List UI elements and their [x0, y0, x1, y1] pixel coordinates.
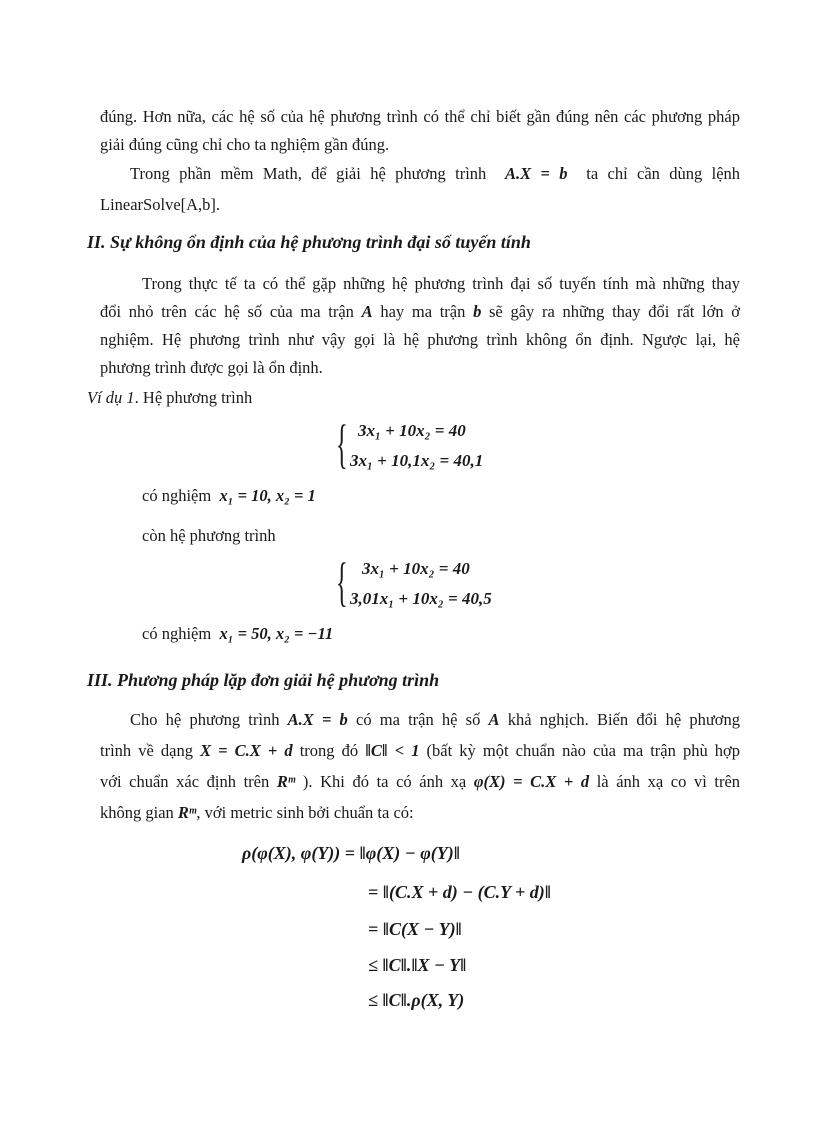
solution-2-value: x₁ = 50, x₂ = −11: [219, 624, 334, 643]
paragraph-intro: [100, 103, 740, 159]
section-heading-3: III. Phương pháp lặp đơn giải hệ phương trình: [87, 670, 440, 690]
equation-system-1: [336, 416, 483, 476]
paragraph-iteration: [100, 706, 740, 827]
equation-system-2: [336, 554, 492, 614]
system-line: 3x₁ + 10x₂ = 40: [362, 559, 470, 578]
text-line: Trong thực tế ta có thể gặp những hệ phương trình đại số tuyến tính mà những thay: [142, 274, 740, 293]
brace-icon: {: [336, 552, 348, 612]
text-line: không gian Rᵐ, với metric sinh bởi chuẩn ta có:: [100, 803, 414, 822]
text-line: đổi nhỏ trên các hệ số của ma trận A hay ma trận b sẽ gây ra những thay đổi rất lớn ở: [100, 302, 741, 321]
paragraph-instability: [100, 270, 740, 382]
example-1-intro: Ví dụ 1. Hệ phương trình: [87, 388, 253, 407]
text-line: giải đúng cũng chỉ cho ta nghiệm gần đúng.: [100, 135, 390, 154]
derivation-line-1: ρ(φ(X), φ(Y)) = ‖φ(X) − φ(Y)‖: [242, 843, 460, 863]
brace-icon: {: [336, 414, 348, 474]
system-line: 3x₁ + 10x₂ = 40: [358, 421, 466, 440]
derivation-line-4: ≤ ‖C‖.‖X − Y‖: [368, 955, 467, 975]
solution-2: có nghiệm x₁ = 50, x₂ = −11: [142, 624, 334, 643]
equation-ax-b: A.X = b: [505, 164, 568, 183]
text-line: trình về dạng X = C.X + d trong đó ‖C‖ < 1 (bất kỳ một chuẩn nào của ma trận phù hợp: [100, 741, 741, 760]
solution-1: có nghiệm x₁ = 10, x₂ = 1: [142, 486, 316, 505]
text-line: Trong phần mềm Math, để giải hệ phương trình A.X = b ta chỉ cần dùng lệnh: [130, 164, 741, 183]
text-line: đúng. Hơn nữa, các hệ số của hệ phương trình có thể chỉ biết gần đúng nên các phương pháp: [100, 107, 740, 126]
text-line: phương trình được gọi là ổn định.: [100, 358, 323, 377]
text-line: với chuẩn xác định trên Rᵐ ). Khi đó ta có ánh xạ φ(X) = C.X + d là ánh xạ co vì trên: [100, 772, 741, 791]
derivation-line-3: = ‖C(X − Y)‖: [368, 919, 462, 939]
text-line: LinearSolve[A,b].: [100, 195, 221, 214]
text-line: nghiệm. Hệ phương trình như vậy gọi là hệ phương trình không ổn định. Ngược lại, hệ: [100, 330, 740, 349]
second-system-label: còn hệ phương trình: [142, 526, 276, 545]
derivation-line-5: ≤ ‖C‖.ρ(X, Y): [368, 990, 465, 1010]
solution-1-value: x₁ = 10, x₂ = 1: [219, 486, 316, 505]
example-label: Ví dụ 1: [87, 388, 135, 407]
derivation-line-2: = ‖(C.X + d) − (C.Y + d)‖: [368, 882, 551, 902]
paragraph-math-software: [100, 160, 740, 219]
section-heading-2: II. Sự không ổn định của hệ phương trình đại số tuyến tính: [87, 232, 531, 252]
text-line: Cho hệ phương trình A.X = b có ma trận hệ số A khả nghịch. Biến đổi hệ phương: [130, 710, 741, 729]
system-line: 3,01x₁ + 10x₂ = 40,5: [350, 589, 492, 608]
system-line: 3x₁ + 10,1x₂ = 40,1: [350, 451, 484, 470]
